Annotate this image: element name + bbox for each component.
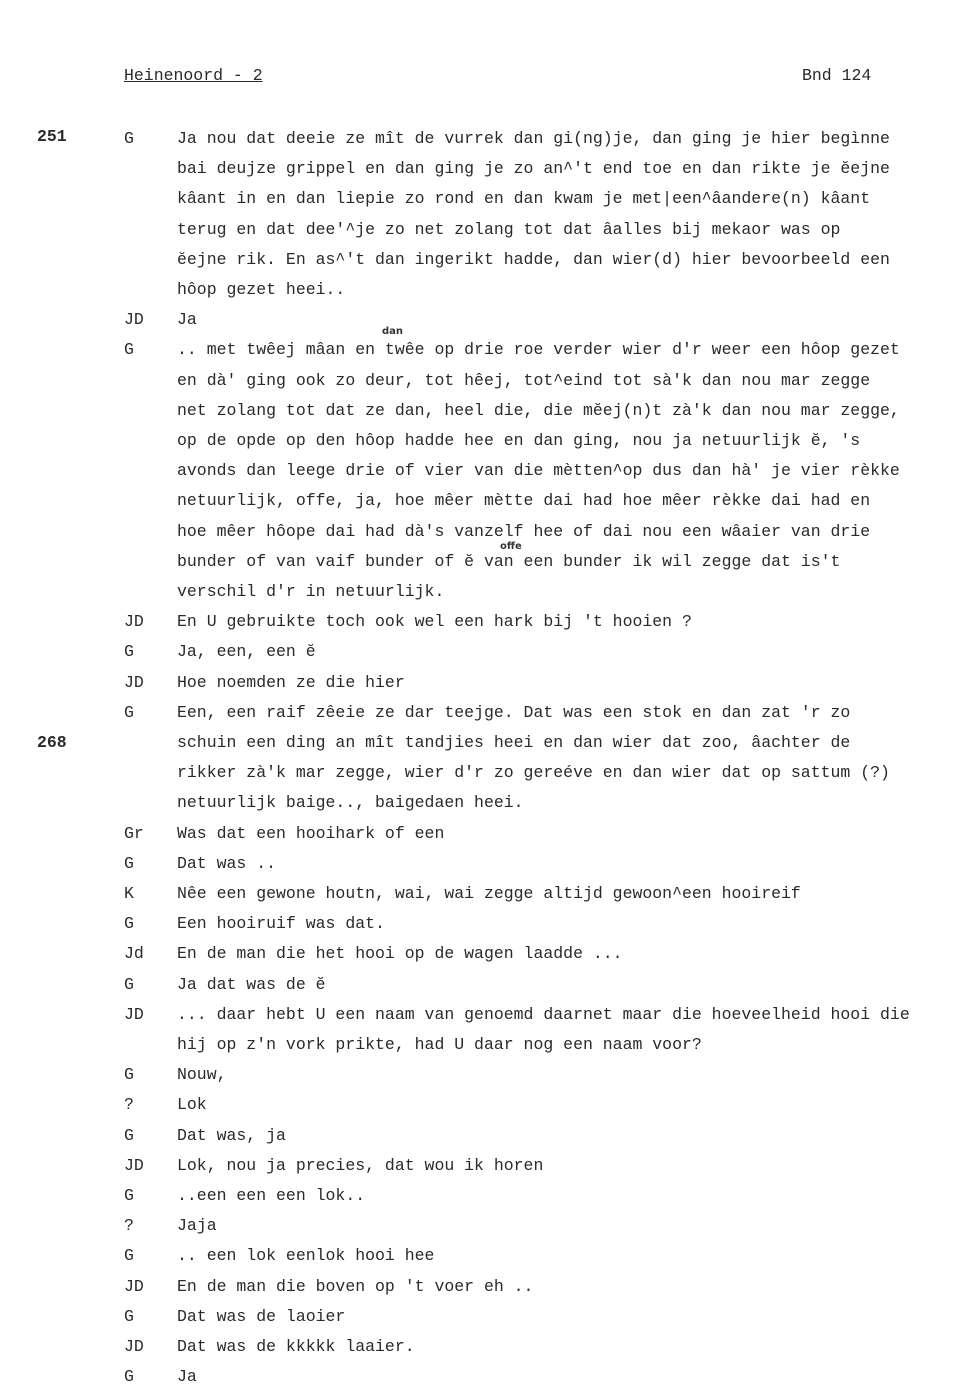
transcript-line: hôop gezet heei.. [177,280,346,299]
transcript-line: Dat was, ja [177,1126,286,1145]
transcript-line: En U gebruikte toch ook wel een hark bij 't hooien ? [177,612,692,631]
transcript-line: ..een een een lok.. [177,1186,366,1205]
speaker-label: G [124,975,134,994]
transcript-line: Ja dat was de ĕ [177,975,326,994]
speaker-label: G [124,1126,134,1145]
transcript-line: bai deujze grippel en dan ging je zo an^'t end toe en dan rikte je ĕejne [177,159,890,178]
transcript-line: schuin een ding an mît tandjies heei en dan wier dat zoo, âachter de [177,733,851,752]
speaker-label: JD [124,1337,144,1356]
transcript-line: Was dat een hooihark of een [177,824,445,843]
speaker-label: Jd [124,944,144,963]
transcript-line: ĕejne rik. En as^'t dan ingerikt hadde, dan wier(d) hier bevoorbeeld een [177,250,890,269]
speaker-label: G [124,854,134,873]
transcript-line: En de man die het hooi op de wagen laadde ... [177,944,623,963]
handwritten-annotation: offe [500,541,522,552]
transcript-line: op de opde op den hôop hadde hee en dan ging, nou ja netuurlijk ĕ, 's [177,431,861,450]
speaker-label: G [124,1307,134,1326]
speaker-label: ? [124,1216,134,1235]
transcript-line: ... daar hebt U een naam van genoemd daarnet maar die hoeveelheid hooi die [177,1005,910,1024]
speaker-label: G [124,703,134,722]
speaker-label: JD [124,1005,144,1024]
speaker-label: G [124,1186,134,1205]
transcript-line: Ja, een, een ĕ [177,642,316,661]
transcript-line: rikker zà'k mar zegge, wier d'r zo gereéve en dan wier dat op sattum (?) [177,763,890,782]
transcript-line: hij op z'n vork prikte, had U daar nog een naam voor? [177,1035,702,1054]
transcript-line: Een, een raif zêeie ze dar teejge. Dat was een stok en dan zat 'r zo [177,703,851,722]
transcript-line: Nêe een gewone houtn, wai, wai zegge altijd gewoon^een hooireif [177,884,801,903]
transcript-line: avonds dan leege drie of vier van die mètten^op dus dan hà' je vier rèkke [177,461,900,480]
transcript-line: Jaja [177,1216,217,1235]
transcript-line: terug en dat dee'^je zo net zolang tot dat âalles bij mekaor was op [177,220,841,239]
speaker-label: JD [124,673,144,692]
transcript-line: Lok [177,1095,207,1114]
speaker-label: Gr [124,824,144,843]
speaker-label: G [124,1246,134,1265]
transcript-line: Hoe noemden ze die hier [177,673,405,692]
page-header-tape-number: Bnd 124 [802,66,872,85]
speaker-label: G [124,340,134,359]
transcript-line: verschil d'r in netuurlijk. [177,582,445,601]
transcript-line: .. een lok eenlok hooi hee [177,1246,435,1265]
speaker-label: K [124,884,134,903]
speaker-label: G [124,914,134,933]
transcript-line: kâant in en dan liepie zo rond en dan kwam je met|een^âandere(n) kâant [177,189,871,208]
transcript-line: .. met twêej mâan en twêe op drie roe verder wier d'r weer een hôop gezet [177,340,900,359]
margin-line-number: 268 [37,733,67,752]
transcript-line: Nouw, [177,1065,227,1084]
speaker-label: G [124,129,134,148]
speaker-label: JD [124,310,144,329]
transcript-line: Ja [177,310,197,329]
transcript-line: Dat was .. [177,854,277,873]
speaker-label: G [124,642,134,661]
transcript-line: en dà' ging ook zo deur, tot hêej, tot^eind tot sà'k dan nou mar zegge [177,371,871,390]
transcript-line: netuurlijk baige.., baigedaen heei. [177,793,524,812]
handwritten-annotation: dan [382,326,404,337]
transcript-line: Dat was de laoier [177,1307,346,1326]
speaker-label: G [124,1065,134,1084]
transcript-line: Lok, nou ja precies, dat wou ik horen [177,1156,544,1175]
transcript-line: Dat was de kkkkk laaier. [177,1337,415,1356]
speaker-label: ? [124,1095,134,1114]
transcript-line: bunder of van vaif bunder of ĕ van een bunder ik wil zegge dat is't [177,552,841,571]
transcript-line: Een hooiruif was dat. [177,914,385,933]
transcript-line: net zolang tot dat ze dan, heel die, die mĕej(n)t zà'k dan nou mar zegge, [177,401,900,420]
transcript-line: Ja nou dat deeie ze mît de vurrek dan gi(ng)je, dan ging je hier begìnne [177,129,890,148]
speaker-label: G [124,1367,134,1386]
speaker-label: JD [124,1156,144,1175]
page-header-title: Heinenoord - 2 [124,66,263,85]
transcript-line: hoe mêer hôope dai had dà's vanzelf hee of dai nou een wâaier van drie [177,522,871,541]
transcript-line: En de man die boven op 't voer eh .. [177,1277,534,1296]
transcript-line: Ja [177,1367,197,1386]
speaker-label: JD [124,612,144,631]
margin-line-number: 251 [37,127,67,146]
speaker-label: JD [124,1277,144,1296]
transcript-line: netuurlijk, offe, ja, hoe mêer mètte dai had hoe mêer rèkke dai had en [177,491,871,510]
